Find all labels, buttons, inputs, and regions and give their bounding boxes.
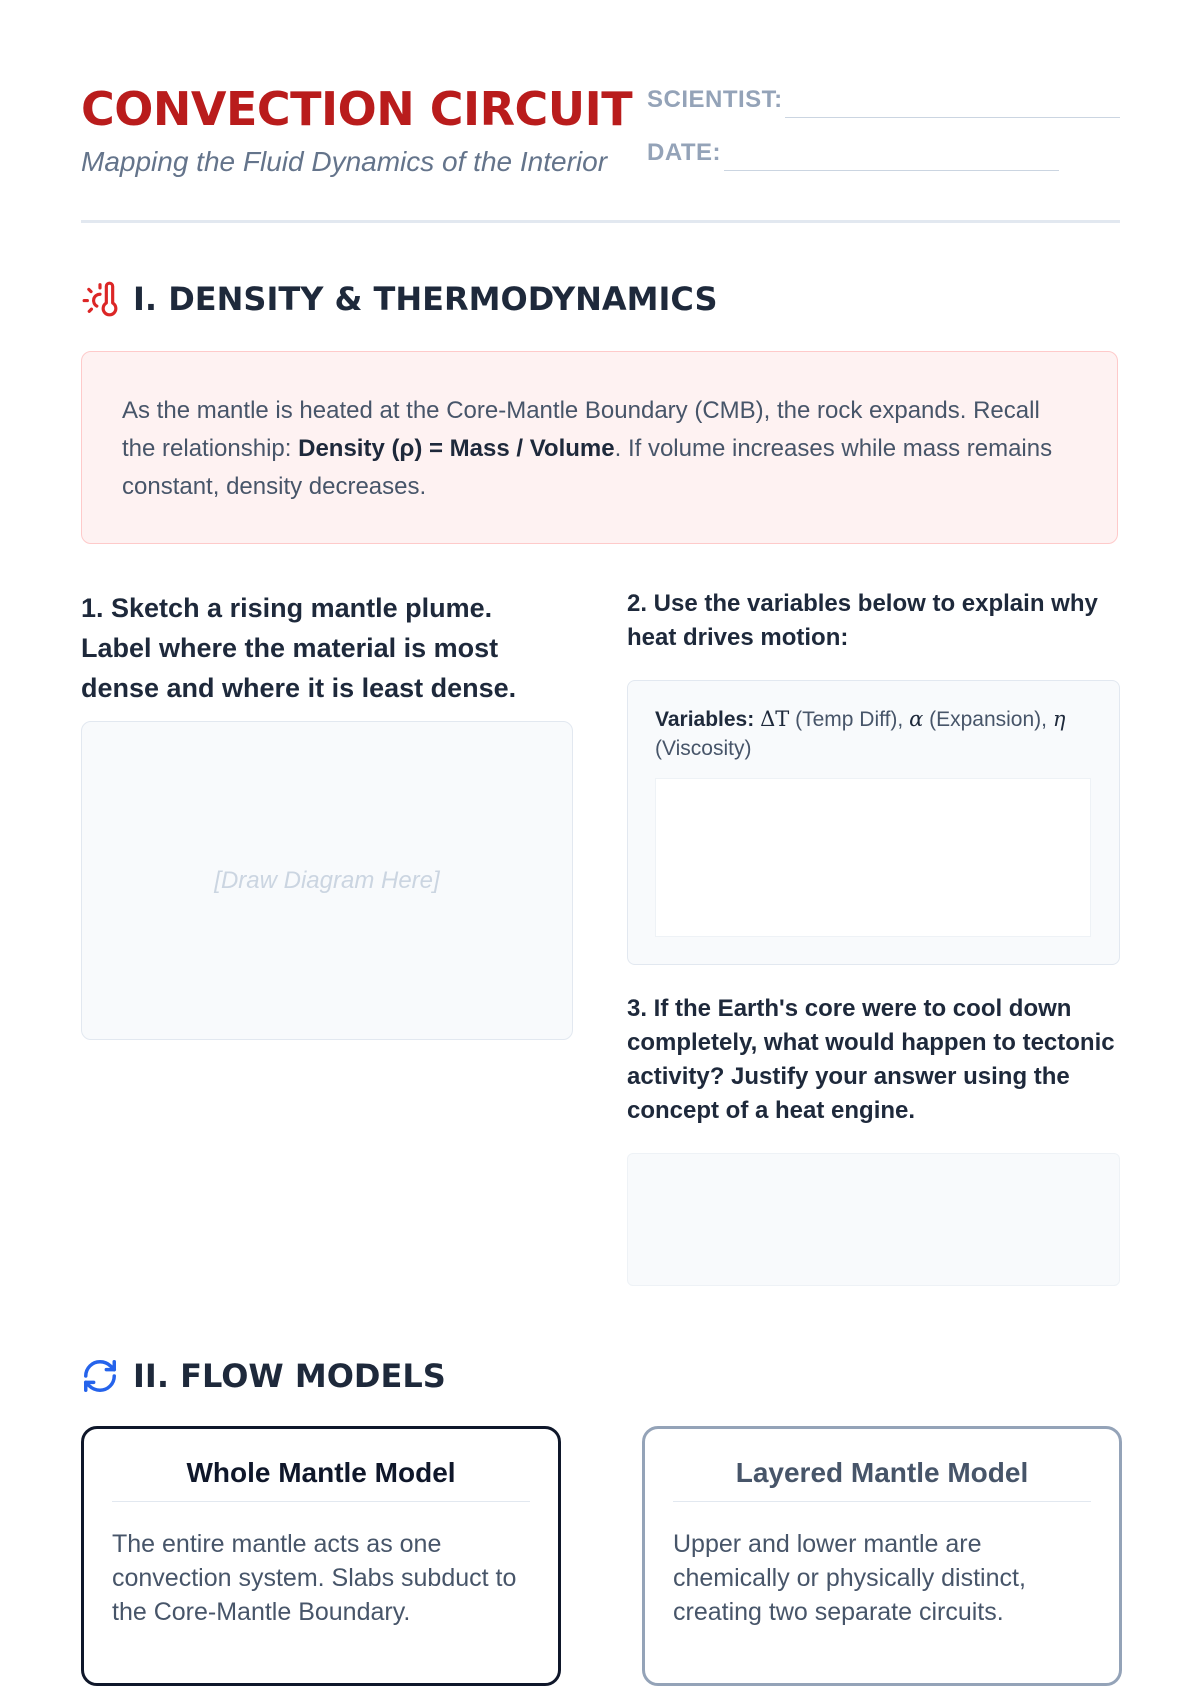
question-2-answer-area[interactable] (655, 778, 1091, 937)
layered-mantle-model-card (642, 1426, 1122, 1686)
draw-diagram-placeholder: [Draw Diagram Here] (214, 866, 440, 894)
variables-label: Variables: (655, 708, 755, 731)
date-field[interactable] (724, 170, 1059, 171)
section-density-title: I. DENSITY & THERMODYNAMICS (133, 280, 718, 318)
question-3-prompt: 3. If the Earth's core were to cool down completely, what would happen to tectonic activity? Justify your answer using the concept of a heat engine. (627, 995, 1115, 1124)
worksheet-subtitle: Mapping the Fluid Dynamics of the Interior (81, 146, 608, 177)
density-info-box (81, 351, 1118, 544)
date-label: DATE: (647, 139, 722, 166)
thermometer-sun-icon (81, 280, 119, 318)
section-flow-heading (81, 1357, 446, 1395)
variables-list (655, 705, 1085, 763)
question-3-answer-area[interactable] (627, 1153, 1120, 1286)
section-flow-title: II. FLOW MODELS (133, 1357, 446, 1395)
eta-symbol: η (1052, 707, 1066, 731)
diagram-drawing-area[interactable] (81, 721, 573, 1040)
whole-mantle-model-card (81, 1426, 561, 1686)
question-2-prompt: 2. Use the variables below to explain why heat drives motion: (627, 590, 1098, 651)
delta-t-text: (Temp Diff), (789, 708, 910, 731)
worksheet-header (81, 78, 1120, 223)
variables-box (627, 680, 1120, 965)
delta-t-symbol: ΔT (760, 707, 790, 731)
scientist-label: SCIENTIST: (647, 86, 783, 113)
question-1-prompt: 1. Sketch a rising mantle plume. Label where the material is most dense and where it is least dense. (81, 593, 517, 703)
worksheet-title: CONVECTION CIRCUIT (81, 82, 633, 136)
header-divider (81, 220, 1120, 223)
density-formula: Density (ρ) = Mass / Volume (298, 435, 615, 462)
card-description: Upper and lower mantle are chemically or physically distinct, creating two separate circuits. (673, 1530, 1026, 1626)
card-title: Whole Mantle Model (112, 1457, 530, 1502)
scientist-field[interactable] (785, 117, 1120, 118)
info-text-part2: . If volume increases while mass remains constant, density decreases. (122, 435, 1053, 500)
section-density-heading (81, 280, 718, 318)
eta-text: (Viscosity) (655, 737, 752, 760)
card-title: Layered Mantle Model (673, 1457, 1091, 1502)
info-text-part1: As the mantle is heated at the Core-Mantle Boundary (CMB), the rock expands. Recall the relationship: (122, 397, 1040, 462)
alpha-symbol: α (909, 707, 924, 731)
card-description: The entire mantle acts as one convection system. Slabs subduct to the Core-Mantle Boundary. (112, 1530, 517, 1626)
alpha-text: (Expansion), (923, 708, 1053, 731)
refresh-cycle-icon (81, 1357, 119, 1395)
